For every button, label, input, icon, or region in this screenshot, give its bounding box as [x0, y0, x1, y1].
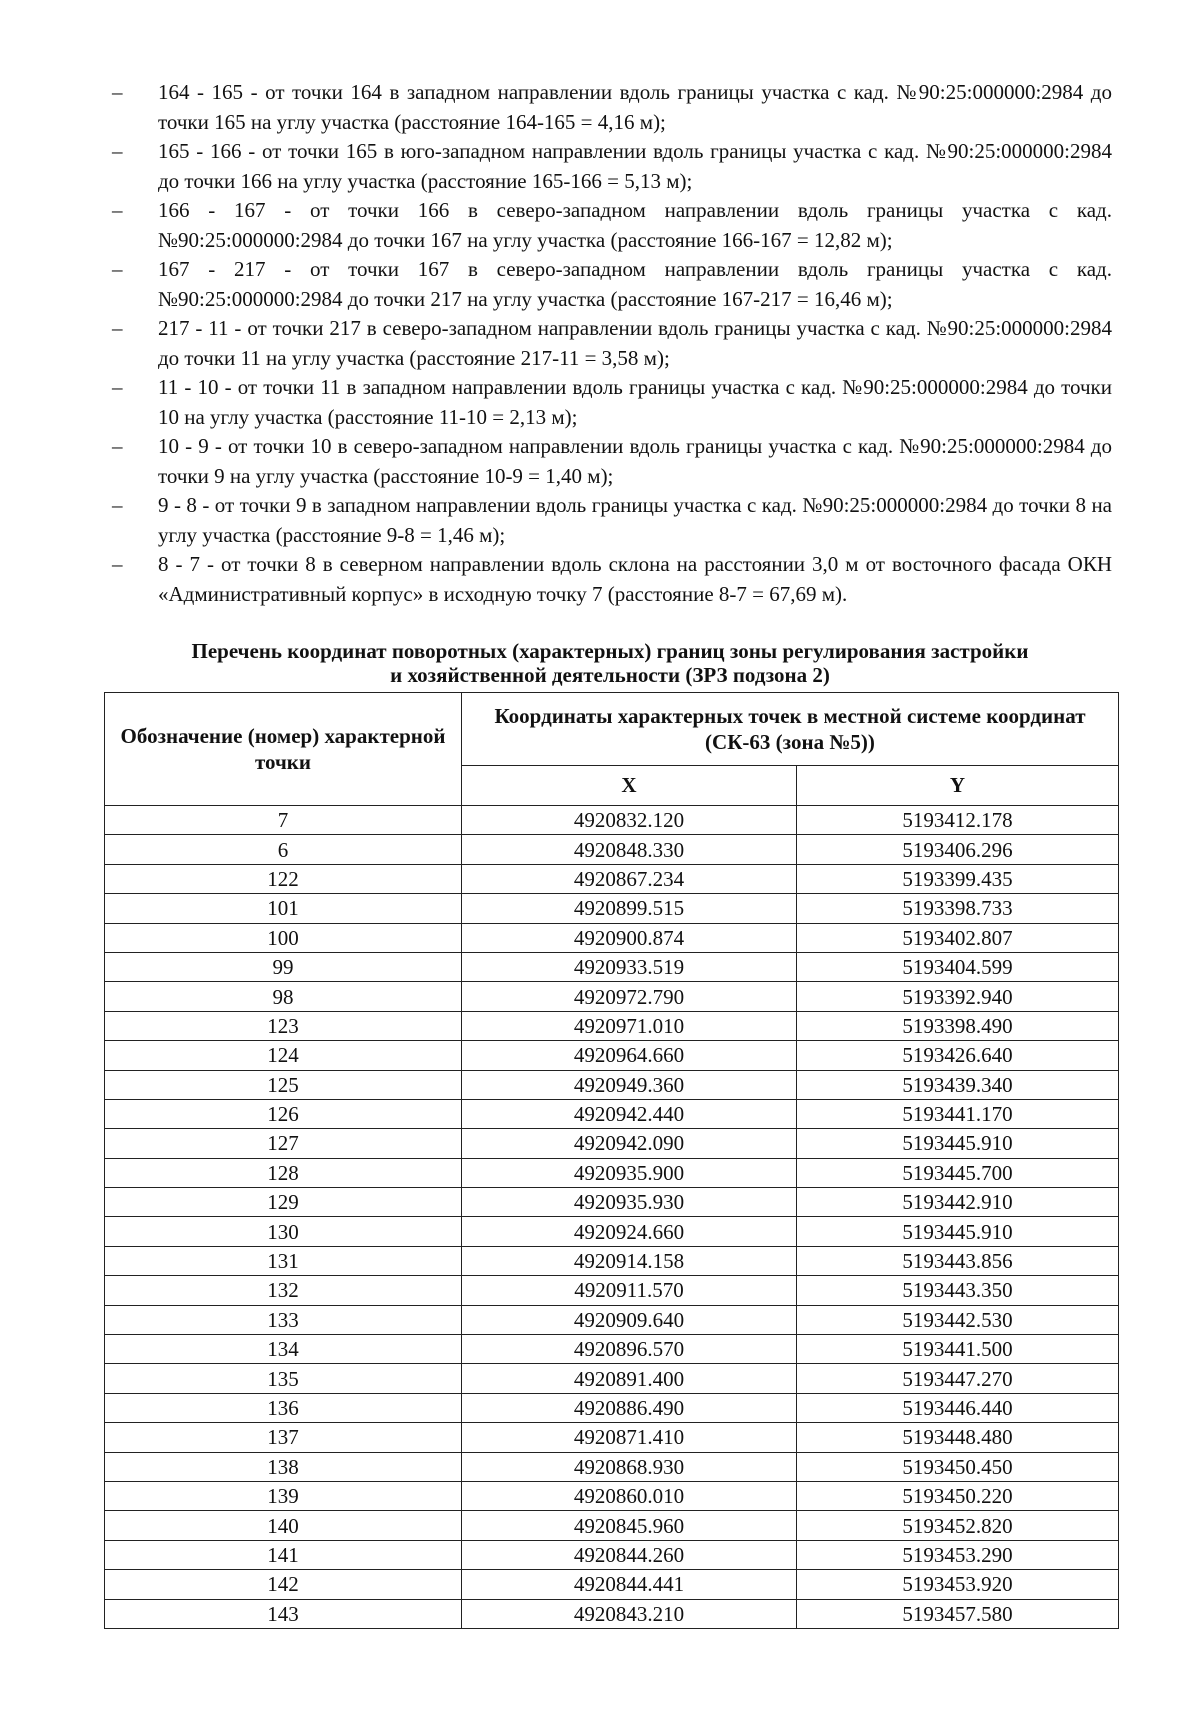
cell-x: 4920914.158: [462, 1246, 797, 1275]
cell-x: 4920900.874: [462, 923, 797, 952]
cell-y: 5193445.910: [797, 1129, 1119, 1158]
cell-y: 5193406.296: [797, 835, 1119, 864]
table-row: [105, 835, 1119, 864]
cell-x: 4920832.120: [462, 806, 797, 835]
bullet-dash: –: [112, 552, 123, 576]
table-row: [105, 1011, 1119, 1040]
cell-x: 4920844.441: [462, 1570, 797, 1599]
cell-point-number: 137: [105, 1423, 462, 1452]
table-header-row: [105, 693, 1119, 766]
list-item-text: 166 - 167 - от точки 166 в северо-западном направлении вдоль границы участка с кад. №90:25:000000:2984 до точки 167 на углу участка (расстояние 166-167 = 12,82 м);: [158, 198, 1112, 252]
table-row: [105, 1393, 1119, 1422]
cell-point-number: 101: [105, 894, 462, 923]
cell-y: 5193445.700: [797, 1158, 1119, 1187]
list-item: [112, 196, 1112, 255]
list-item: [112, 491, 1112, 550]
cell-point-number: 131: [105, 1246, 462, 1275]
cell-point-number: 143: [105, 1599, 462, 1628]
list-item: [112, 550, 1112, 609]
cell-x: 4920891.400: [462, 1364, 797, 1393]
table-heading-line-1: Перечень координат поворотных (характерных) границ зоны регулирования застройки: [191, 639, 1029, 663]
list-item-text: 11 - 10 - от точки 11 в западном направлении вдоль границы участка с кад. №90:25:000000:2984 до точки 10 на углу участка (расстояние 11-10 = 2,13 м);: [158, 375, 1112, 429]
cell-x: 4920868.930: [462, 1452, 797, 1481]
cell-y: 5193452.820: [797, 1511, 1119, 1540]
bullet-dash: –: [112, 316, 123, 340]
cell-y: 5193442.910: [797, 1188, 1119, 1217]
header-point-number: Обозначение (номер) характерной точки: [105, 693, 462, 806]
cell-y: 5193404.599: [797, 952, 1119, 981]
cell-point-number: 136: [105, 1393, 462, 1422]
cell-y: 5193446.440: [797, 1393, 1119, 1422]
cell-point-number: 133: [105, 1305, 462, 1334]
cell-point-number: 99: [105, 952, 462, 981]
header-coordinates-group: Координаты характерных точек в местной системе координат (СК-63 (зона №5)): [462, 693, 1119, 766]
cell-y: 5193450.220: [797, 1481, 1119, 1510]
cell-point-number: 128: [105, 1158, 462, 1187]
cell-point-number: 122: [105, 864, 462, 893]
cell-y: 5193448.480: [797, 1423, 1119, 1452]
cell-x: 4920844.260: [462, 1540, 797, 1569]
cell-x: 4920942.440: [462, 1099, 797, 1128]
cell-y: 5193453.290: [797, 1540, 1119, 1569]
bullet-dash: –: [112, 139, 123, 163]
cell-y: 5193447.270: [797, 1364, 1119, 1393]
table-row: [105, 1246, 1119, 1275]
bullet-dash: –: [112, 375, 123, 399]
cell-y: 5193443.350: [797, 1276, 1119, 1305]
cell-y: 5193426.640: [797, 1041, 1119, 1070]
list-item-text: 8 - 7 - от точки 8 в северном направлении вдоль склона на расстоянии 3,0 м от восточного фасада ОКН «Административный корпус» в исходную точку 7 (расстояние 8-7 = 67,69 м).: [158, 552, 1112, 606]
cell-point-number: 7: [105, 806, 462, 835]
cell-x: 4920964.660: [462, 1041, 797, 1070]
cell-x: 4920843.210: [462, 1599, 797, 1628]
table-row: [105, 1599, 1119, 1628]
cell-y: 5193402.807: [797, 923, 1119, 952]
cell-y: 5193457.580: [797, 1599, 1119, 1628]
table-row: [105, 1276, 1119, 1305]
cell-point-number: 130: [105, 1217, 462, 1246]
bullet-dash: –: [112, 434, 123, 458]
bullet-dash: –: [112, 493, 123, 517]
table-row: [105, 1217, 1119, 1246]
header-x: X: [462, 765, 797, 805]
table-heading: [100, 639, 1120, 687]
table-row: [105, 1129, 1119, 1158]
boundary-description-list: [112, 78, 1112, 609]
table-row: [105, 923, 1119, 952]
cell-point-number: 125: [105, 1070, 462, 1099]
table-row: [105, 806, 1119, 835]
cell-y: 5193453.920: [797, 1570, 1119, 1599]
bullet-dash: –: [112, 80, 123, 104]
cell-y: 5193443.856: [797, 1246, 1119, 1275]
list-item-text: 217 - 11 - от точки 217 в северо-западном направлении вдоль границы участка с кад. №90:25:000000:2984 до точки 11 на углу участка (расстояние 217-11 = 3,58 м);: [158, 316, 1112, 370]
table-row: [105, 1511, 1119, 1540]
cell-x: 4920845.960: [462, 1511, 797, 1540]
table-row: [105, 1452, 1119, 1481]
list-item: [112, 78, 1112, 137]
list-item-text: 10 - 9 - от точки 10 в северо-западном направлении вдоль границы участка с кад. №90:25:000000:2984 до точки 9 на углу участка (расстояние 10-9 = 1,40 м);: [158, 434, 1112, 488]
cell-point-number: 140: [105, 1511, 462, 1540]
cell-point-number: 98: [105, 982, 462, 1011]
table-row: [105, 1305, 1119, 1334]
cell-x: 4920935.900: [462, 1158, 797, 1187]
table-row: [105, 1423, 1119, 1452]
cell-y: 5193398.733: [797, 894, 1119, 923]
cell-x: 4920924.660: [462, 1217, 797, 1246]
table-row: [105, 952, 1119, 981]
cell-x: 4920935.930: [462, 1188, 797, 1217]
cell-y: 5193398.490: [797, 1011, 1119, 1040]
cell-point-number: 124: [105, 1041, 462, 1070]
table-heading-line-2: и хозяйственной деятельности (ЗРЗ подзона 2): [390, 663, 830, 687]
table-row: [105, 1041, 1119, 1070]
cell-point-number: 100: [105, 923, 462, 952]
header-y: Y: [797, 765, 1119, 805]
table-row: [105, 1540, 1119, 1569]
table-row: [105, 1481, 1119, 1510]
cell-point-number: 134: [105, 1335, 462, 1364]
cell-x: 4920867.234: [462, 864, 797, 893]
cell-point-number: 139: [105, 1481, 462, 1510]
cell-x: 4920848.330: [462, 835, 797, 864]
table-body: [105, 806, 1119, 1629]
table-row: [105, 1099, 1119, 1128]
cell-point-number: 138: [105, 1452, 462, 1481]
list-item-text: 9 - 8 - от точки 9 в западном направлении вдоль границы участка с кад. №90:25:000000:2984 до точки 8 на углу участка (расстояние 9-8 = 1,46 м);: [158, 493, 1112, 547]
cell-x: 4920909.640: [462, 1305, 797, 1334]
cell-point-number: 132: [105, 1276, 462, 1305]
cell-x: 4920896.570: [462, 1335, 797, 1364]
cell-y: 5193412.178: [797, 806, 1119, 835]
bullet-dash: –: [112, 198, 123, 222]
list-item: [112, 137, 1112, 196]
cell-x: 4920860.010: [462, 1481, 797, 1510]
table-row: [105, 982, 1119, 1011]
cell-y: 5193445.910: [797, 1217, 1119, 1246]
table-row: [105, 1364, 1119, 1393]
cell-x: 4920911.570: [462, 1276, 797, 1305]
table-row: [105, 1188, 1119, 1217]
list-item: [112, 314, 1112, 373]
cell-point-number: 142: [105, 1570, 462, 1599]
cell-x: 4920933.519: [462, 952, 797, 981]
cell-y: 5193442.530: [797, 1305, 1119, 1334]
list-item: [112, 255, 1112, 314]
cell-point-number: 127: [105, 1129, 462, 1158]
cell-y: 5193439.340: [797, 1070, 1119, 1099]
list-item: [112, 432, 1112, 491]
cell-x: 4920886.490: [462, 1393, 797, 1422]
cell-y: 5193392.940: [797, 982, 1119, 1011]
cell-point-number: 141: [105, 1540, 462, 1569]
cell-point-number: 123: [105, 1011, 462, 1040]
coordinates-table: [104, 692, 1119, 1629]
list-item: [112, 373, 1112, 432]
table-row: [105, 1570, 1119, 1599]
cell-y: 5193441.500: [797, 1335, 1119, 1364]
cell-point-number: 6: [105, 835, 462, 864]
list-item-text: 165 - 166 - от точки 165 в юго-западном направлении вдоль границы участка с кад. №90:25:000000:2984 до точки 166 на углу участка (расстояние 165-166 = 5,13 м);: [158, 139, 1112, 193]
cell-x: 4920871.410: [462, 1423, 797, 1452]
cell-point-number: 126: [105, 1099, 462, 1128]
cell-point-number: 135: [105, 1364, 462, 1393]
table-row: [105, 1070, 1119, 1099]
bullet-dash: –: [112, 257, 123, 281]
cell-x: 4920972.790: [462, 982, 797, 1011]
cell-point-number: 129: [105, 1188, 462, 1217]
list-item-text: 167 - 217 - от точки 167 в северо-западном направлении вдоль границы участка с кад. №90:25:000000:2984 до точки 217 на углу участка (расстояние 167-217 = 16,46 м);: [158, 257, 1112, 311]
cell-y: 5193441.170: [797, 1099, 1119, 1128]
list-item-text: 164 - 165 - от точки 164 в западном направлении вдоль границы участка с кад. №90:25:000000:2984 до точки 165 на углу участка (расстояние 164-165 = 4,16 м);: [158, 80, 1112, 134]
cell-y: 5193399.435: [797, 864, 1119, 893]
table-row: [105, 864, 1119, 893]
cell-x: 4920942.090: [462, 1129, 797, 1158]
cell-x: 4920971.010: [462, 1011, 797, 1040]
cell-x: 4920949.360: [462, 1070, 797, 1099]
table-row: [105, 894, 1119, 923]
cell-x: 4920899.515: [462, 894, 797, 923]
table-row: [105, 1335, 1119, 1364]
table-row: [105, 1158, 1119, 1187]
cell-y: 5193450.450: [797, 1452, 1119, 1481]
